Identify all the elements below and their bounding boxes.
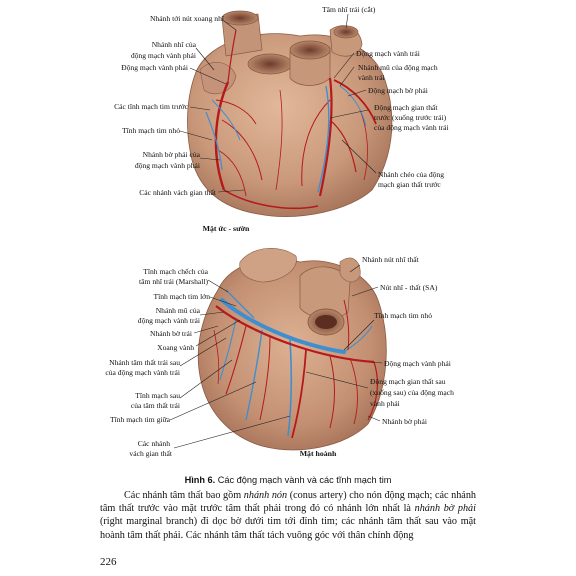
label-lad-1: Động mạch gian thất [374, 103, 438, 112]
label-septal-branches: Các nhánh vách gian thất [139, 188, 216, 197]
label-pda-2: (xuống sau) của động mạch [370, 388, 454, 397]
label-septal-b-1: Các nhánh [137, 439, 170, 448]
label-oblique-vein-1: Tĩnh mạch chếch của [143, 267, 208, 276]
body-run: (right marginal branch) đi dọc bờ dưới tim tới đỉnh tim; các nhánh tâm thất sau vào mặt hoành tâm thất phải. Các nhánh tâm thất tách vuông góc với thân chính động [100, 516, 476, 541]
label-right-marginal-1: Nhánh bờ phải của [142, 150, 200, 159]
label-circumflex-1: Nhánh mũ của động mạch [358, 63, 438, 72]
label-atrial-branch-1: Nhánh nhĩ của [151, 40, 196, 49]
label-lad-2: trước (xuống trước trái) [374, 113, 447, 122]
label-av-node: Nút nhĩ - thất (SA) [380, 283, 438, 292]
body-run: Các nhánh tâm thất bao gồm [124, 490, 244, 501]
label-oblique-vein-2: tâm nhĩ trái (Marshall) [139, 277, 208, 286]
label-great-cardiac-vein: Tĩnh mạch tim lớn [153, 292, 210, 301]
label-lad-3: của động mạch vành trái [374, 123, 449, 132]
label-middle-cardiac-vein: Tĩnh mạch tim giữa [109, 415, 170, 424]
caption-text: Các động mạch vành và các tĩnh mạch tim [215, 475, 392, 485]
label-lv-posterior-branch-1: Nhánh tâm thất trái sau [109, 358, 180, 367]
top-view-title: Mặt ức - sườn [202, 224, 250, 233]
figure-caption [0, 475, 576, 485]
label-right-marginal-b: Nhánh bờ phải [382, 417, 427, 426]
label-diagonal-1: Nhánh chéo của động [378, 170, 445, 179]
label-pda-3: vành phải [370, 399, 400, 408]
diaphragmatic-heart [198, 248, 386, 450]
label-lv-posterior-branch-2: của động mạch vành trái [105, 368, 180, 377]
label-diagonal-2: mạch gian thất trước [378, 180, 441, 189]
label-right-coronary-b: Động mạch vành phải [384, 359, 451, 368]
sternocostal-heart [187, 11, 391, 217]
label-septal-b-2: vách gian thất [129, 449, 172, 458]
label-coronary-sinus: Xoang vành [157, 343, 194, 352]
body-paragraph [100, 489, 476, 542]
label-left-coronary: Động mạch vành trái [356, 49, 420, 58]
label-posterior-lv-vein-1: Tĩnh mạch sau [135, 391, 180, 400]
body-emphasis: nhánh nón [243, 490, 288, 501]
label-sa-node-branch: Nhánh tới nút xoang nhĩ [149, 14, 224, 23]
label-right-marginal-2: động mạch vành phải [134, 161, 200, 170]
label-posterior-lv-vein-2: của tâm thất trái [130, 401, 180, 410]
label-circumflex-b-2: động mạch vành trái [137, 316, 200, 325]
label-left-marginal: Nhánh bờ trái [150, 329, 192, 338]
label-small-cardiac-vein-b: Tĩnh mạch tim nhỏ [374, 311, 432, 320]
label-right-coronary: Động mạch vành phải [121, 63, 188, 72]
label-atrial-branch-2: động mạch vành phải [130, 51, 196, 60]
body-emphasis: nhánh bờ phải [414, 503, 476, 515]
label-small-cardiac-vein: Tĩnh mạch tim nhỏ [122, 126, 180, 135]
label-anterior-cardiac-veins: Các tĩnh mạch tim trước [114, 102, 188, 111]
bottom-view-title: Mặt hoành [299, 449, 337, 458]
page-number: 226 [100, 556, 117, 568]
label-left-atrium-cut: Tâm nhĩ trái (cắt) [322, 5, 376, 14]
label-circumflex-b-1: Nhánh mũ của [155, 306, 200, 315]
label-pda-1: Động mạch gian thất sau [370, 377, 446, 386]
label-av-node-branch: Nhánh nút nhĩ thất [362, 255, 419, 264]
figure-number: Hình 6. [184, 475, 216, 485]
body-run: (conus artery) cho nón động mạch; các nhánh tâm thất trước vào mặt trước tâm thất phải trong đó có nhánh lớn nhất là [100, 490, 477, 515]
label-circumflex-2: vành trái [358, 73, 385, 82]
label-right-marginal-artery: Động mạch bờ phải [368, 86, 428, 95]
